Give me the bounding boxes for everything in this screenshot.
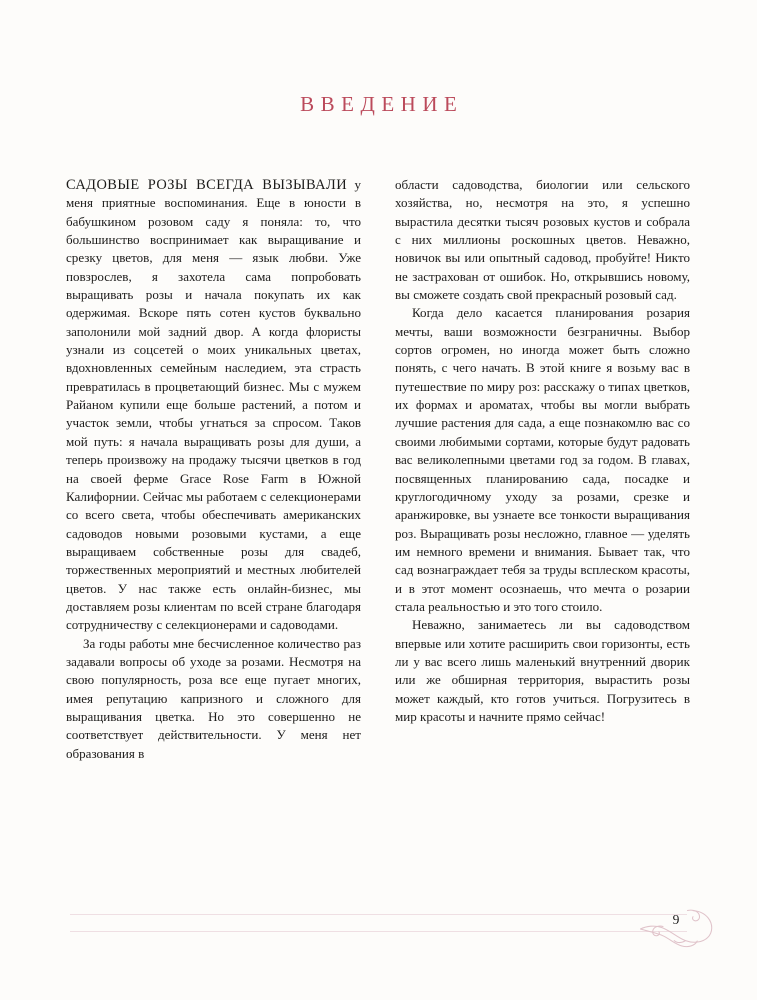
paragraph <box>66 176 361 635</box>
paragraph: Неважно, занимаетесь ли вы садоводством впервые или хотите расширить свои горизонты, есть ли у вас всего лишь маленький внутренний дворик или же обширная территория, вырастить розы может каждый, кто готов учиться. Погрузитесь в мир красоты и начните прямо сейчас! <box>395 617 690 724</box>
paragraph: За годы работы мне бесчисленное количество раз задавали вопросы об уходе за розами. Несмотря на свою популярность, роза все еще пугает многих, имея репутацию капризного и сложного для выращивания цветка. Но это совершенно не соответствует действительности. У меня нет образования в <box>66 635 361 761</box>
page-number: 9 <box>672 912 680 927</box>
text-columns <box>66 176 691 763</box>
page-title: ВВЕДЕНИЕ <box>300 92 464 116</box>
paragraph: Когда дело касается планирования розария мечты, ваши возможности безграничны. Выбор сортов огромен, но иногда может быть сложно понять, с чего начать. В этой книге я возьму вас в путешествие по миру роз: расскажу о типах цветков, их формах и ароматах, чтобы вы могли выбрать лучшие растения для сада, а еще познакомлю вас со своими любимыми сортами, которые будут радовать вас великолепными цветами год за годом. В главах, посвященных планированию сада, посадке и круглогодичному уходу за розами, срезке и аранжировке, вы узнаете все тонкости выращивания роз. Выращивать розы несложно, главное — уделять им немного времени и внимания. Бывает так, что сад вознаграждает тебя за труды всплеском красоты, и в этот момент осознаешь, что мечта о розарии стала реальностью и это того стоило. <box>395 305 690 614</box>
column-left <box>66 176 361 763</box>
footer-rule-bottom <box>70 931 687 932</box>
column-right <box>395 176 690 763</box>
footer-rule-top <box>70 914 687 915</box>
page-footer <box>0 905 757 965</box>
paragraph: области садоводства, биологии или сельского хозяйства, но, несмотря на это, я успешно вырастила десятки тысяч розовых кустов и собрала с них миллионы роскошных цветов. Неважно, новичок вы или опытный садовод, пробуйте! Никто не застрахован от ошибок. Но, открывшись новому, вы сможете создать свой прекрасный розовый сад. <box>395 177 690 303</box>
paragraph-text: у меня приятные воспоминания. Еще в юности в бабушкином розовом саду я поняла: то, что большинство воспринимает как выращивание и срезку цветов, для меня — язык любви. Уже повзрослев, я захотела сама попробовать выращивать розы и начала покупать их как одержимая. Вскоре пять сотен кустов буквально заполонили мой задний двор. А когда флористы узнали из соцсетей о моих уникальных цветах, вдохновленных семейным наследием, эта страсть превратилась в процветающий бизнес. Мы с мужем Райаном купили еще больше растений, а потом и участок земли, чтобы угнаться за спросом. Таков мой путь: я начала выращивать розы для души, а теперь произвожу на продажу тысячи цветков в год на своей ферме Grace Rose Farm в Южной Калифорнии. Сейчас мы работаем с селекционерами со всего света, чтобы обеспечивать американских садоводов новыми розовыми кустами, а еще выращиваем собственные розы для свадеб, торжественных мероприятий и местных любителей цветов. У нас также есть онлайн-бизнес, мы доставляем розы клиентам по всей стране благодаря сотрудничеству с селекционерами и садоводами. <box>66 177 361 633</box>
lead-smallcaps: САДОВЫЕ РОЗЫ ВСЕГДА ВЫЗЫВАЛИ <box>66 177 348 193</box>
